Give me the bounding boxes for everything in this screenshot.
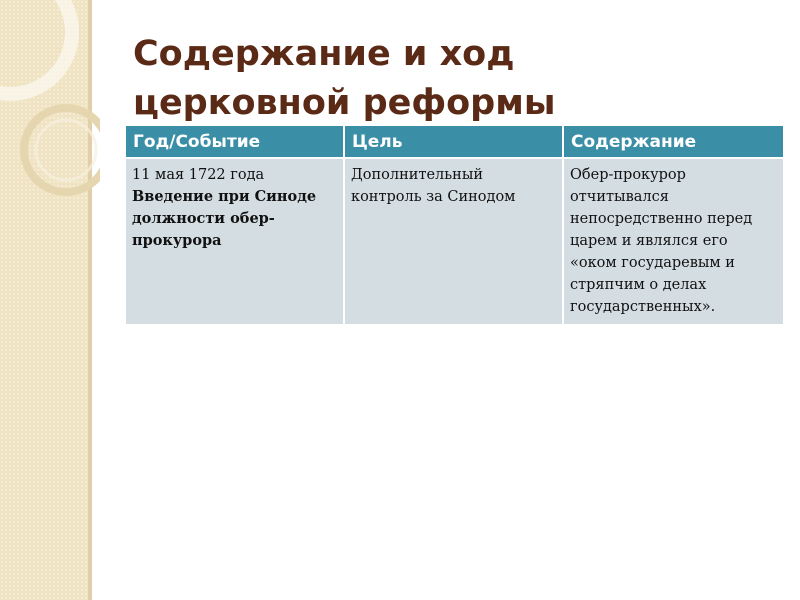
table-row bbox=[126, 158, 783, 324]
reform-table bbox=[126, 126, 783, 324]
cell-year-event bbox=[126, 158, 344, 324]
page-title: Содержание и ход церковной реформы bbox=[133, 34, 556, 123]
header-content: Содержание bbox=[563, 126, 783, 158]
cell-content: Обер-прокурор отчитывался непосредственно перед царем и являлся его «оком государевым и стряпчим о делах государственных». bbox=[563, 158, 783, 324]
table-header-row bbox=[126, 126, 783, 158]
event-name: Введение при Синоде должности обер-прокурора bbox=[132, 188, 317, 249]
header-year-event: Год/Событие bbox=[126, 126, 344, 158]
large-ring-shape bbox=[0, 0, 72, 94]
header-goal: Цель bbox=[344, 126, 563, 158]
decorative-circles bbox=[0, 0, 100, 600]
cell-goal: Дополнительный контроль за Синодом bbox=[344, 158, 563, 324]
event-date: 11 мая 1722 года bbox=[132, 167, 265, 183]
small-ring-inner-shape bbox=[36, 120, 96, 180]
